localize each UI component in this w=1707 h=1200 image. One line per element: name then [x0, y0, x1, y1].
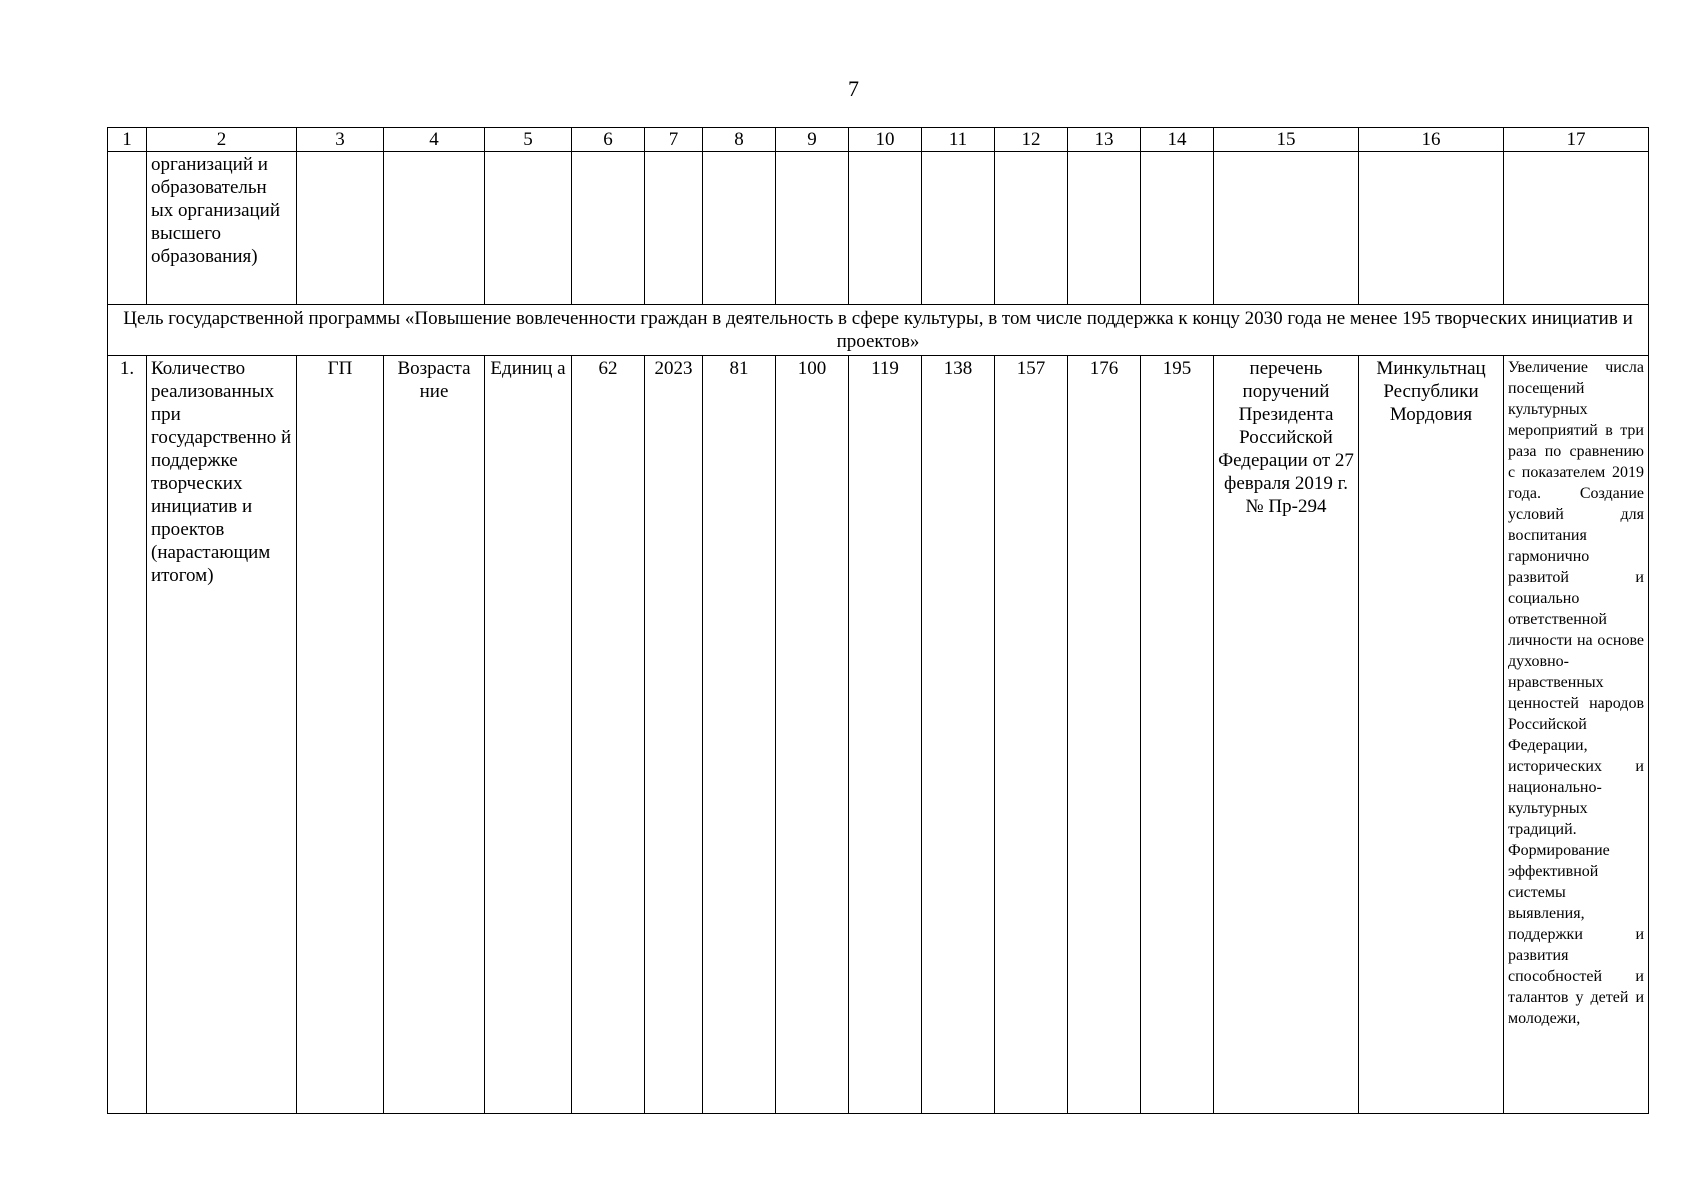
header-cell: 14: [1141, 128, 1214, 152]
table-cell: [572, 152, 645, 305]
header-cell: 7: [645, 128, 703, 152]
table-cell: [1359, 152, 1504, 305]
table-cell: [384, 152, 485, 305]
indicator-name-continuation: организаций и образовательн ых организаций высшего образования): [147, 152, 297, 305]
header-cell: 16: [1359, 128, 1504, 152]
unit-of-measure: Единиц а: [485, 356, 572, 1114]
table-cell: [297, 152, 384, 305]
table-cell: [485, 152, 572, 305]
table-row: [108, 356, 1649, 1114]
table-cell: [1141, 152, 1214, 305]
table-cell: [1214, 152, 1359, 305]
table-header-row: [108, 128, 1649, 152]
table-cell: [922, 152, 995, 305]
value-2024: 81: [703, 356, 776, 1114]
indicator-name: Количество реализованных при государственно й поддержке творческих инициатив и проектов (нарастающим итогом): [147, 356, 297, 1114]
responsible-body: Минкультнац Республики Мордовия: [1359, 356, 1504, 1114]
base-value: 62: [572, 356, 645, 1114]
base-year: 2023: [645, 356, 703, 1114]
header-cell: 12: [995, 128, 1068, 152]
row-number: 1.: [108, 356, 147, 1114]
table-cell: [849, 152, 922, 305]
header-cell: 1: [108, 128, 147, 152]
header-cell: 5: [485, 128, 572, 152]
table-cell: [1504, 152, 1649, 305]
table-cell: [108, 152, 147, 305]
header-cell: 9: [776, 128, 849, 152]
header-cell: 8: [703, 128, 776, 152]
table-cell: [995, 152, 1068, 305]
header-cell: 2: [147, 128, 297, 152]
header-cell: 10: [849, 128, 922, 152]
basis-document: перечень поручений Президента Российской Федерации от 27 февраля 2019 г. № Пр-294: [1214, 356, 1359, 1114]
page-number: 7: [848, 76, 859, 101]
header-cell: 6: [572, 128, 645, 152]
header-cell: 13: [1068, 128, 1141, 152]
value-2027: 138: [922, 356, 995, 1114]
header-cell: 15: [1214, 128, 1359, 152]
table-cell: [703, 152, 776, 305]
table-cell: [645, 152, 703, 305]
header-cell: 11: [922, 128, 995, 152]
indicator-level: ГП: [297, 356, 384, 1114]
header-cell: 4: [384, 128, 485, 152]
value-2026: 119: [849, 356, 922, 1114]
goal-row: [108, 305, 1649, 356]
continuation-row: [108, 152, 1649, 305]
table-cell: [776, 152, 849, 305]
indicators-table: [107, 127, 1649, 1114]
table-cell: [1068, 152, 1141, 305]
goal-text: Цель государственной программы «Повышение вовлеченности граждан в деятельность в сфере культуры, в том числе поддержка к концу 2030 года не менее 195 творческих инициатив и проектов»: [108, 305, 1649, 356]
header-cell: 3: [297, 128, 384, 152]
value-2028: 157: [995, 356, 1068, 1114]
value-2030: 195: [1141, 356, 1214, 1114]
value-2025: 100: [776, 356, 849, 1114]
connection-notes: Увеличение числа посещений культурных мероприятий в три раза по сравнению с показателем 2019 года. Создание условий для воспитания гармонично развитой и социально ответственной личности на основе духовно-нравственных ценностей народов Российской Федерации, исторических и национально-культурных традиций. Формирование эффективной системы выявления, поддержки и развития способностей и талантов у детей и молодежи,: [1504, 356, 1649, 1114]
indicator-trend: Возраста ние: [384, 356, 485, 1114]
header-cell: 17: [1504, 128, 1649, 152]
value-2029: 176: [1068, 356, 1141, 1114]
